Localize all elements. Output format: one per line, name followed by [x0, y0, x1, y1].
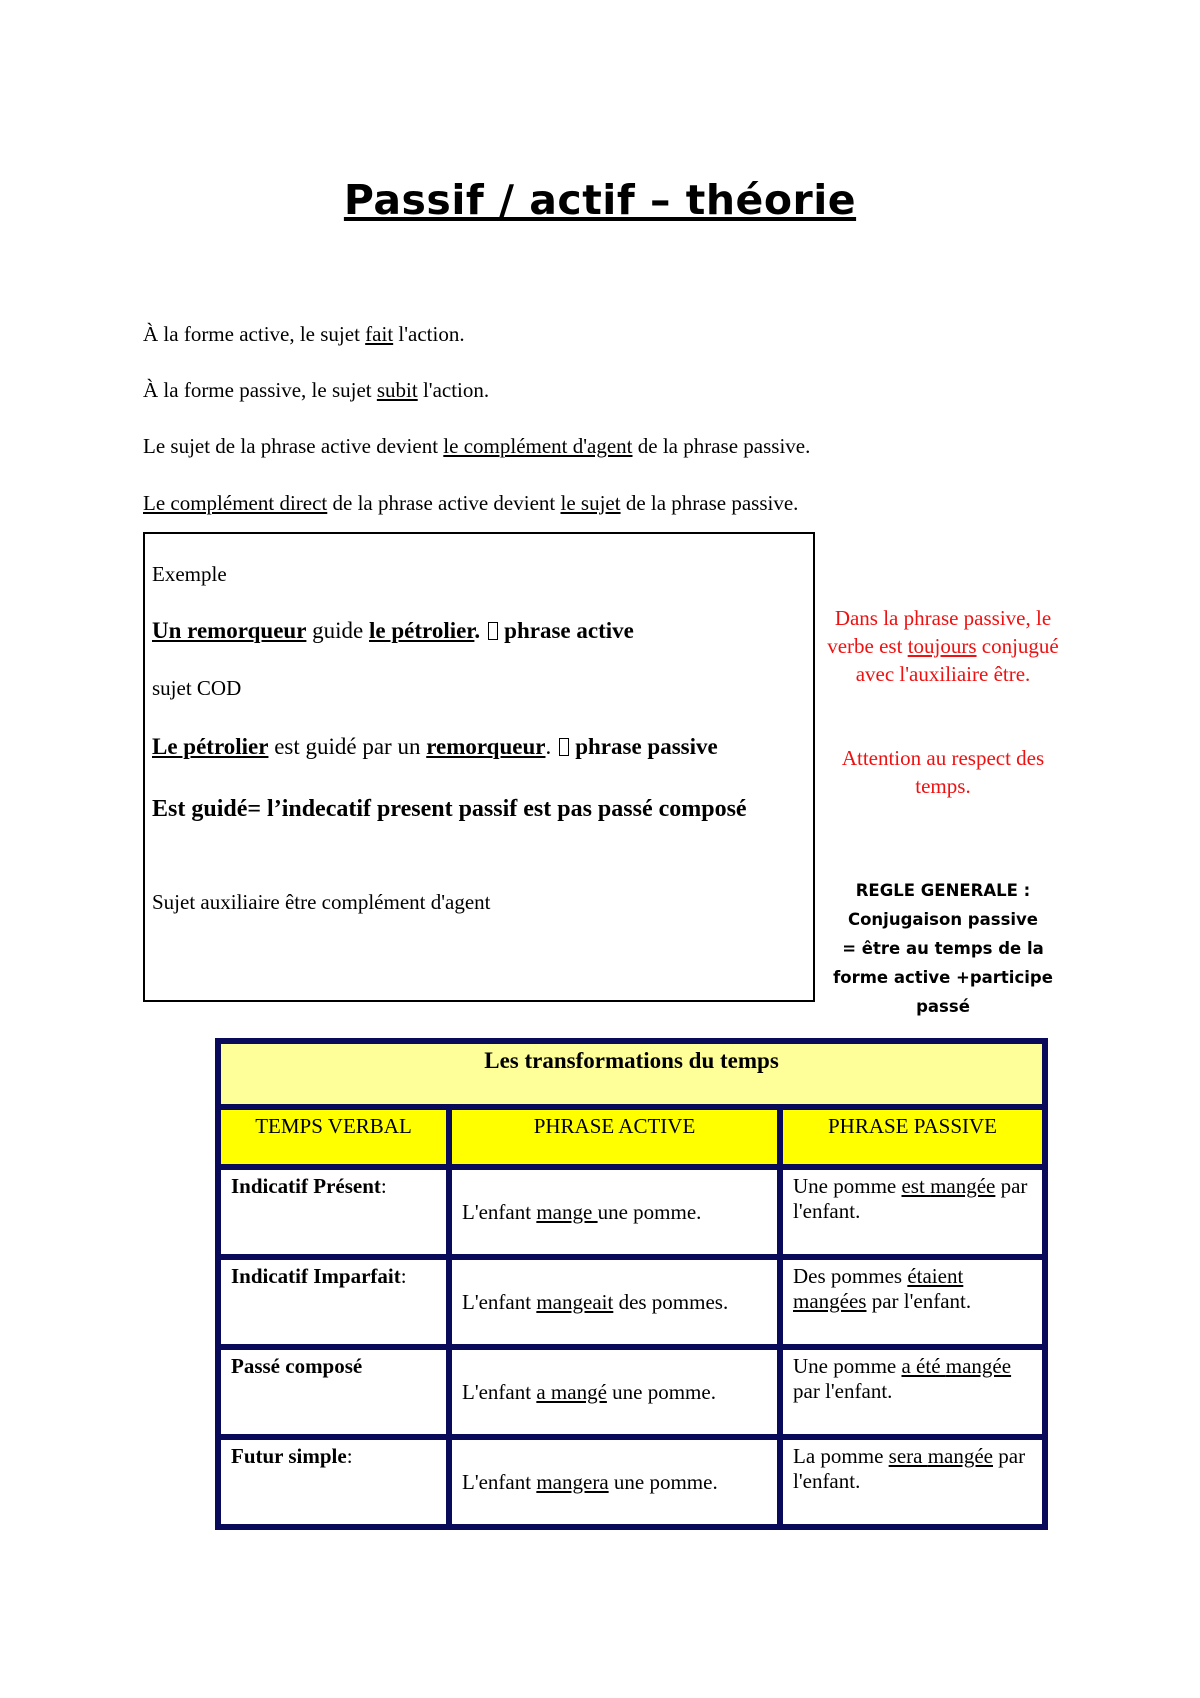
regle-generale	[818, 876, 1068, 1021]
active-cell: L'enfant mangera une pomme.	[449, 1437, 780, 1527]
example-heading: Exemple	[152, 562, 227, 586]
example-note: Est guidé= l’indecatif present passif est pas passé composé	[152, 796, 747, 822]
example-roles-2: Sujet auxiliaire être complément d'agent	[152, 890, 491, 914]
regle-text: = être au temps de la forme active +participe passé	[833, 939, 1053, 1016]
passive-cell: La pomme sera mangée par l'enfant.	[780, 1437, 1045, 1527]
example-active-sentence: Un remorqueur guide le pétrolier. phrase active	[152, 618, 634, 643]
side-note-rule: Dans la phrase passive, le verbe est toujours conjugué avec l'auxiliaire être.	[827, 606, 1059, 686]
active-cell: L'enfant mange une pomme.	[449, 1167, 780, 1257]
tense-cell: Indicatif Imparfait:	[218, 1257, 449, 1347]
table-row	[218, 1257, 1045, 1347]
example-box	[143, 532, 815, 1002]
passive-cell: Des pommes étaient mangées par l'enfant.	[780, 1257, 1045, 1347]
side-note-attention: Attention au respect des temps.	[841, 746, 1045, 798]
active-cell: L'enfant a mangé une pomme.	[449, 1347, 780, 1437]
passive-cell: Une pomme est mangée par l'enfant.	[780, 1167, 1045, 1257]
intro-line-3: Le sujet de la phrase active devient le complément d'agent de la phrase passive.	[143, 434, 811, 458]
table-header: PHRASE PASSIVE	[780, 1107, 1045, 1167]
active-cell: L'enfant mangeait des pommes.	[449, 1257, 780, 1347]
transformations-table	[215, 1038, 1048, 1530]
table-row	[218, 1437, 1045, 1527]
example-roles: sujet COD	[152, 676, 242, 700]
table-row	[218, 1167, 1045, 1257]
table-header: TEMPS VERBAL	[218, 1107, 449, 1167]
page-title: Passif / actif – théorie	[343, 176, 857, 224]
tense-cell: Futur simple:	[218, 1437, 449, 1527]
regle-line: Conjugaison passive	[847, 910, 1039, 929]
table-row	[218, 1347, 1045, 1437]
passive-cell: Une pomme a été mangée par l'enfant.	[780, 1347, 1045, 1437]
intro-line-2: À la forme passive, le sujet subit l'action.	[143, 378, 490, 402]
intro-line-4: Le complément direct de la phrase active devient le sujet de la phrase passive.	[143, 491, 799, 515]
tense-cell: Passé composé	[218, 1347, 449, 1437]
regle-title: REGLE GENERALE :	[855, 881, 1031, 900]
intro-line-1: À la forme active, le sujet fait l'action.	[143, 322, 465, 346]
arrow-icon	[559, 738, 569, 756]
table-header: PHRASE ACTIVE	[449, 1107, 780, 1167]
table-caption: Les transformations du temps	[218, 1041, 1045, 1107]
example-passive-sentence: Le pétrolier est guidé par un remorqueur. phrase passive	[152, 734, 718, 759]
arrow-icon	[488, 622, 498, 640]
tense-cell: Indicatif Présent:	[218, 1167, 449, 1257]
